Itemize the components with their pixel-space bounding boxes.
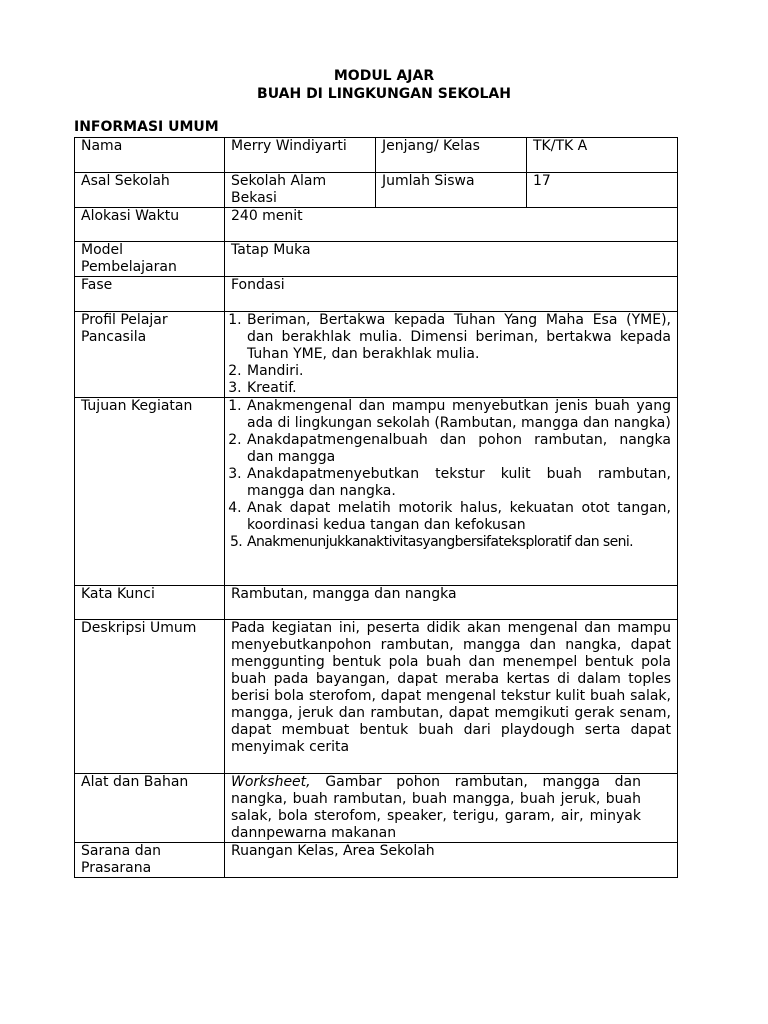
table-row [75, 138, 678, 173]
table-row [75, 843, 678, 878]
list-item: 1. Anakmengenal dan mampu menyebutkan jenis buah yang ada di lingkungan sekolah (Rambutan, mangga dan nangka) [246, 398, 671, 432]
table-row [75, 277, 678, 312]
table-row [75, 242, 678, 277]
list-item: 2. Mandiri. [246, 363, 671, 380]
table-row [75, 312, 678, 398]
table-row [75, 173, 678, 208]
fase-label: Fase [75, 277, 225, 312]
list-item: 2. Anakdapatmengenalbuah dan pohon rambutan, nangka dan mangga [246, 432, 671, 466]
list-item: 3. Kreatif. [246, 380, 671, 397]
profil-cell [225, 312, 678, 398]
profil-list [231, 312, 671, 397]
model-label: Model Pembelajaran [75, 242, 225, 277]
nama-value: Merry Windiyarti [225, 138, 376, 173]
table-row [75, 208, 678, 242]
deskripsi-label: Deskripsi Umum [75, 620, 225, 774]
sarana-value: Ruangan Kelas, Area Sekolah [225, 843, 678, 878]
kata-value: Rambutan, mangga dan nangka [225, 586, 678, 620]
sarana-label: Sarana dan Prasarana [75, 843, 225, 878]
document-title: MODUL AJAR [333, 68, 435, 84]
table-row [75, 774, 678, 843]
table-row [75, 586, 678, 620]
model-value: Tatap Muka [225, 242, 678, 277]
section-heading: INFORMASI UMUM [74, 119, 219, 135]
table-row [75, 398, 678, 586]
asal-value: Sekolah Alam Bekasi [225, 173, 376, 208]
tujuan-list [231, 398, 671, 551]
jenjang-value: TK/TK A [527, 138, 678, 173]
list-item: 5. Anakmenunjukkanaktivitasyangbersifateksploratif dan seni. [246, 534, 671, 551]
jumlah-label: Jumlah Siswa [376, 173, 527, 208]
table-row [75, 620, 678, 774]
list-item: 3. Anakdapatmenyebutkan tekstur kulit buah rambutan, mangga dan nangka. [246, 466, 671, 500]
asal-label: Asal Sekolah [75, 173, 225, 208]
nama-label: Nama [75, 138, 225, 173]
list-item: 1. Beriman, Bertakwa kepada Tuhan Yang Maha Esa (YME), dan berakhlak mulia. Dimensi beriman, bertakwa kepada Tuhan YME, dan berakhlak mulia. [246, 312, 671, 363]
jumlah-value: 17 [527, 173, 678, 208]
tujuan-label: Tujuan Kegiatan [75, 398, 225, 586]
info-table [74, 137, 678, 878]
fase-value: Fondasi [225, 277, 678, 312]
document-subtitle: BUAH DI LINGKUNGAN SEKOLAH [257, 86, 511, 102]
alat-italic: Worksheet, [231, 774, 311, 790]
list-item: 4. Anak dapat melatih motorik halus, kekuatan otot tangan, koordinasi kedua tangan dan kefokusan [246, 500, 671, 534]
alat-label: Alat dan Bahan [75, 774, 225, 843]
deskripsi-value: Pada kegiatan ini, peserta didik akan mengenal dan mampu menyebutkanpohon rambutan, mangga dan nangka, dapat menggunting bentuk pola buah dan menempel bentuk pola buah pada bayangan, dapat meraba kertas di dalam toples berisi bola sterofom, dapat mengenal tekstur kulit buah salak, mangga, jeruk dan rambutan, dapat memgikuti gerak senam, dapat membuat bentuk buah dari playdough serta dapat menyimak cerita [225, 620, 678, 774]
tujuan-cell [225, 398, 678, 586]
kata-label: Kata Kunci [75, 586, 225, 620]
profil-label: Profil Pelajar Pancasila [75, 312, 225, 398]
alokasi-label: Alokasi Waktu [75, 208, 225, 242]
alat-value: Gambar pohon rambutan, mangga dan nangka, buah rambutan, buah mangga, buah jeruk, buah salak, bola sterofom, speaker, terigu, garam, air, minyak dannpewarna makanan [231, 774, 641, 841]
alokasi-value: 240 menit [225, 208, 678, 242]
jenjang-label: Jenjang/ Kelas [376, 138, 527, 173]
alat-cell [225, 774, 678, 843]
